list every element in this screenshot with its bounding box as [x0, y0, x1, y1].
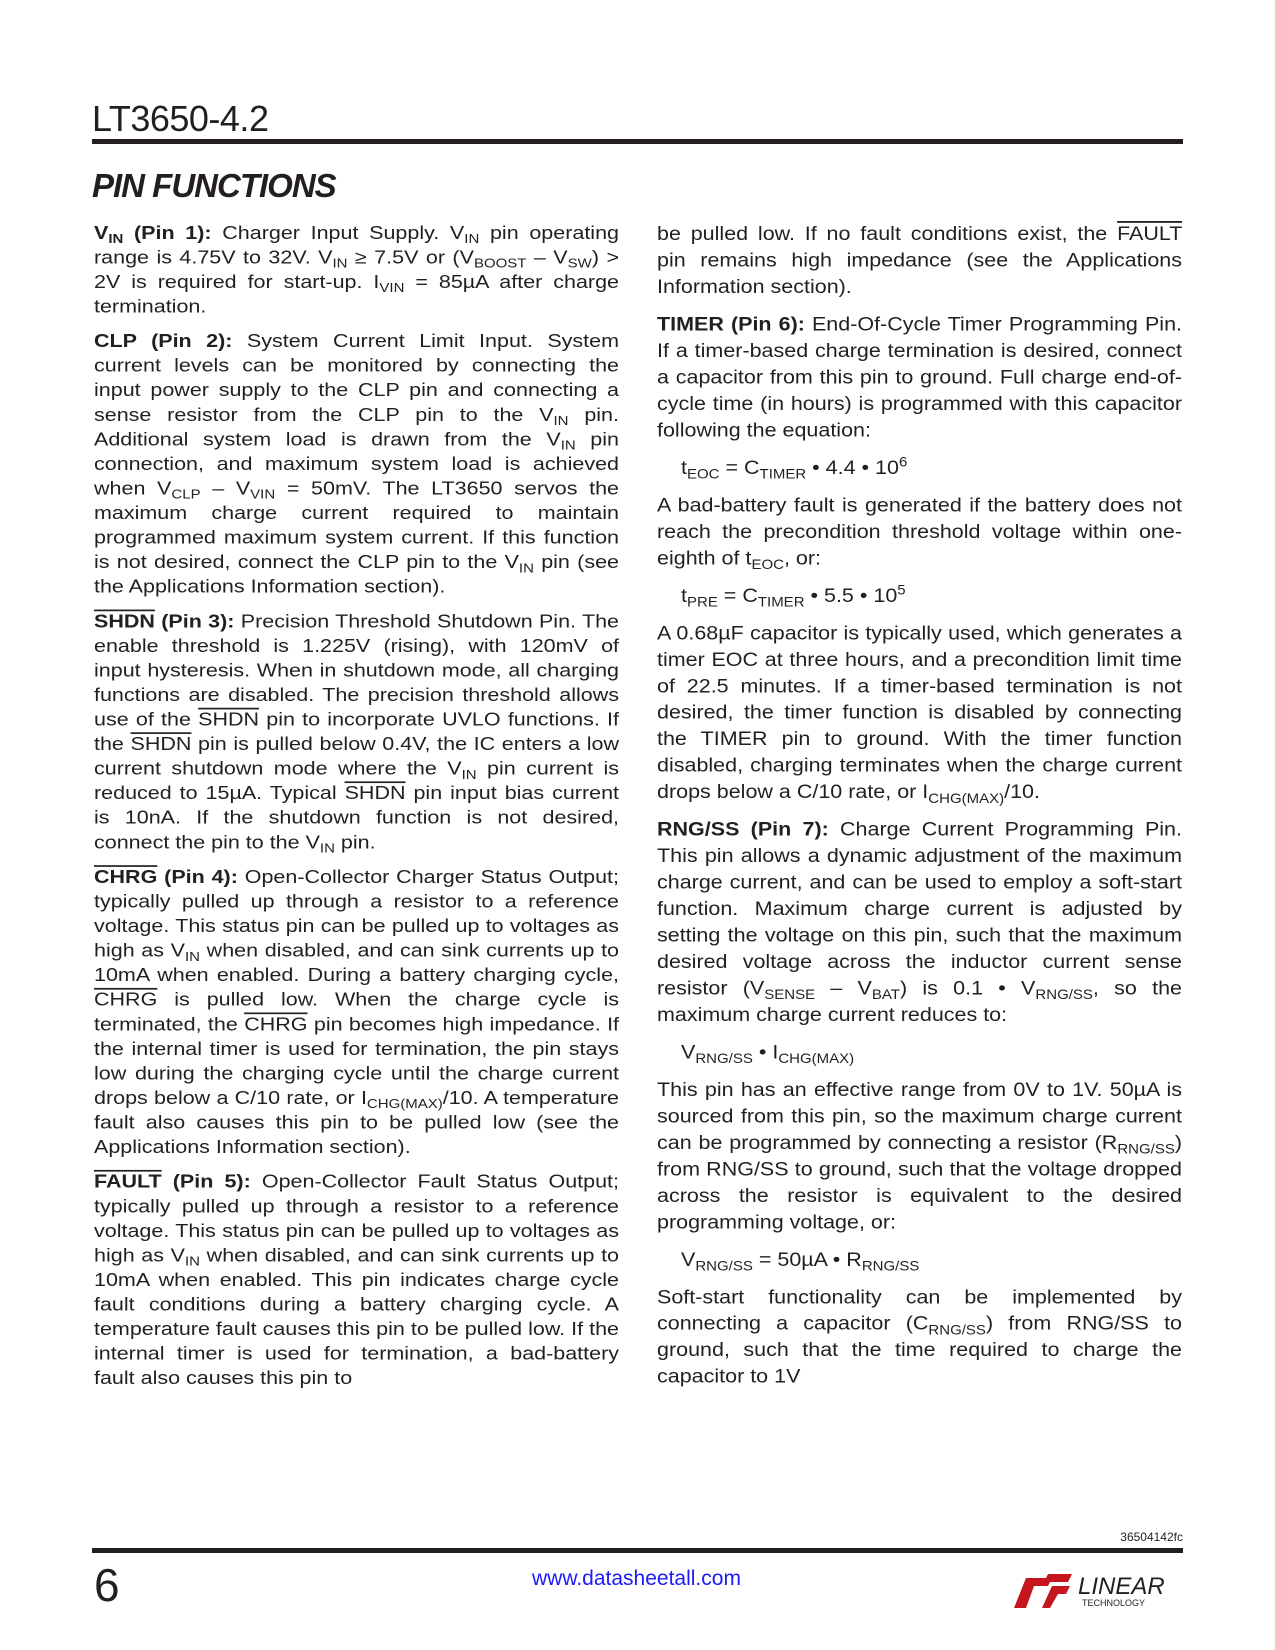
- equation-teoc: $t_{EOC} = C_{TIMER}$ • 4.4 • $10^6$: [681, 454, 908, 483]
- pin-vin-description: $V_{IN}$ (Pin 1): Charger Input Supply. $V_{IN}$ pin operating range is 4.75V to 32V. $V_{IN} \ge 7.5V$ or $(V_{BOOST} - V_{SW}) > 2V$ is required for start-up. $I_{VIN} = 85\mu A$ after charge termination.: [94, 222, 620, 317]
- pin-shdn-description: SHDN (Pin 3): Precision Threshold Shutdown Pin. The enable threshold is 1.225V (rising), with 120mV of input hysteresis. When in shutdown mode, all charging functions are disabled. The precision threshold allows use of the SHDN pin to incorporate UVLO functions. If the SHDN pin is pulled below 0.4V, the IC enters a low current shutdown mode where the $V_{IN}$ pin current is reduced to 15µA. Typical SHDN pin input bias current is 10nA. If the shutdown function is not desired, connect the pin to the $V_{IN}$ pin.: [94, 611, 620, 856]
- header-rule: [92, 139, 1183, 144]
- capacitor-paragraph: A 0.68µF capacitor is typically used, which generates a timer EOC at three hours, and a precondition limit time of 22.5 minutes. If a timer-based termination is not desired, the timer function is disabled by connecting the TIMER pin to ground. With the timer function disabled, charging terminates when the charge current drops below a C/10 rate, or $I_{CHG(MAX)}/10$.: [657, 621, 1182, 807]
- range-paragraph: This pin has an effective range from 0V to 1V. 50µA is sourced from this pin, so the maximum charge current can be programmed by connecting a resistor $(R_{RNG/SS})$ from RNG/SS to ground, such that the voltage dropped across the resistor is equivalent to the desired programming voltage, or:: [657, 1078, 1182, 1233]
- right-column: [657, 221, 1182, 1401]
- pin-timer-description: TIMER (Pin 6): End-Of-Cycle Timer Programming Pin. If a timer-based charge termination is desired, connect a capacitor from this pin to ground. Full charge end-of-cycle time (in hours) is programmed with this capacitor following the equation:: [657, 313, 1182, 442]
- pin-chrg-description: CHRG (Pin 4): Open-Collector Charger Status Output; typically pulled up through a resistor to a reference voltage. This status pin can be pulled up to voltages as high as $V_{IN}$ when disabled, and can sink currents up to 10mA when enabled. During a battery charging cycle, CHRG is pulled low. When the charge cycle is terminated, the CHRG pin becomes high impedance. If the internal timer is used for termination, the pin stays low during the charging cycle until the charge current drops below a C/10 rate, or $I_{CHG(MAX)}/10$. A temperature fault also causes this pin to be pulled low (see the Applications Information section).: [94, 866, 620, 1158]
- pin-fault-description: FAULT (Pin 5): Open-Collector Fault Status Output; typically pulled up through a resistor to a reference voltage. This status pin can be pulled up to voltages as high as $V_{IN}$ when disabled, and can sink currents up to 10mA when enabled. This pin indicates charge cycle fault conditions during a battery charging cycle. A temperature fault causes this pin to be pulled low. If the internal timer is used for termination, a bad-battery fault also causes this pin to: [94, 1171, 619, 1389]
- footer-rule: [92, 1548, 1183, 1553]
- document-code: 36504142fc: [1120, 1530, 1183, 1544]
- soft-start-paragraph: Soft-start functionality can be implemented by connecting a capacitor $(C_{RNG/SS})$ from RNG/SS to ground, such that the time required to charge the capacitor to 1V: [657, 1285, 1182, 1388]
- pin-clp-description: CLP (Pin 2): System Current Limit Input. System current levels can be monitored by connecting the input power supply to the CLP pin and connecting a sense resistor from the CLP pin to the $V_{IN}$ pin. Additional system load is drawn from the $V_{IN}$ pin connection, and maximum system load is achieved when $V_{CLP} - V_{VIN} = 50mV$. The LT3650 servos the maximum charge current required to maintain programmed maximum system current. If this function is not desired, connect the CLP pin to the $V_{IN}$ pin (see the Applications Information section).: [94, 331, 620, 597]
- lt-logo-mark-icon: [1014, 1574, 1072, 1608]
- pin-fault-continued: be pulled low. If no fault conditions exist, the FAULT pin remains high impedance (see the Applications Information section).: [657, 222, 1182, 298]
- section-title: PIN FUNCTIONS: [92, 167, 336, 204]
- page-number: 6: [94, 1559, 120, 1611]
- linear-technology-logo: [1012, 1568, 1182, 1610]
- part-number-header: LT3650-4.2: [92, 98, 269, 139]
- datasheet-url-link[interactable]: www.datasheetall.com: [532, 1567, 741, 1590]
- equation-tpre: $t_{PRE} = C_{TIMER}$ • 5.5 • $10^5$: [681, 582, 906, 611]
- pin-rngss-description: RNG/SS (Pin 7): Charge Current Programming Pin. This pin allows a dynamic adjustment of the maximum charge current, and can be used to employ a soft-start function. Maximum charge current is adjusted by setting the voltage on this pin, such that the maximum desired voltage across the inductor current sense resistor $(V_{SENSE} - V_{BAT})$ is 0.1 • $V_{RNG/SS}$, so the maximum charge current reduces to:: [657, 818, 1182, 1026]
- equation-rngss-current: $V_{RNG/SS}$ • $I_{CHG(MAX)}$: [681, 1041, 855, 1067]
- svg-text:TECHNOLOGY: TECHNOLOGY: [1082, 1598, 1146, 1608]
- svg-text:LINEAR: LINEAR: [1078, 1573, 1165, 1600]
- equation-rngss-voltage: $V_{RNG/SS} = 50\mu A$ • $R_{RNG/SS}$: [681, 1248, 920, 1275]
- left-column: [94, 221, 619, 1401]
- bad-battery-paragraph: A bad-battery fault is generated if the battery does not reach the precondition threshold voltage within one-eighth of $t_{EOC}$, or:: [657, 494, 1182, 573]
